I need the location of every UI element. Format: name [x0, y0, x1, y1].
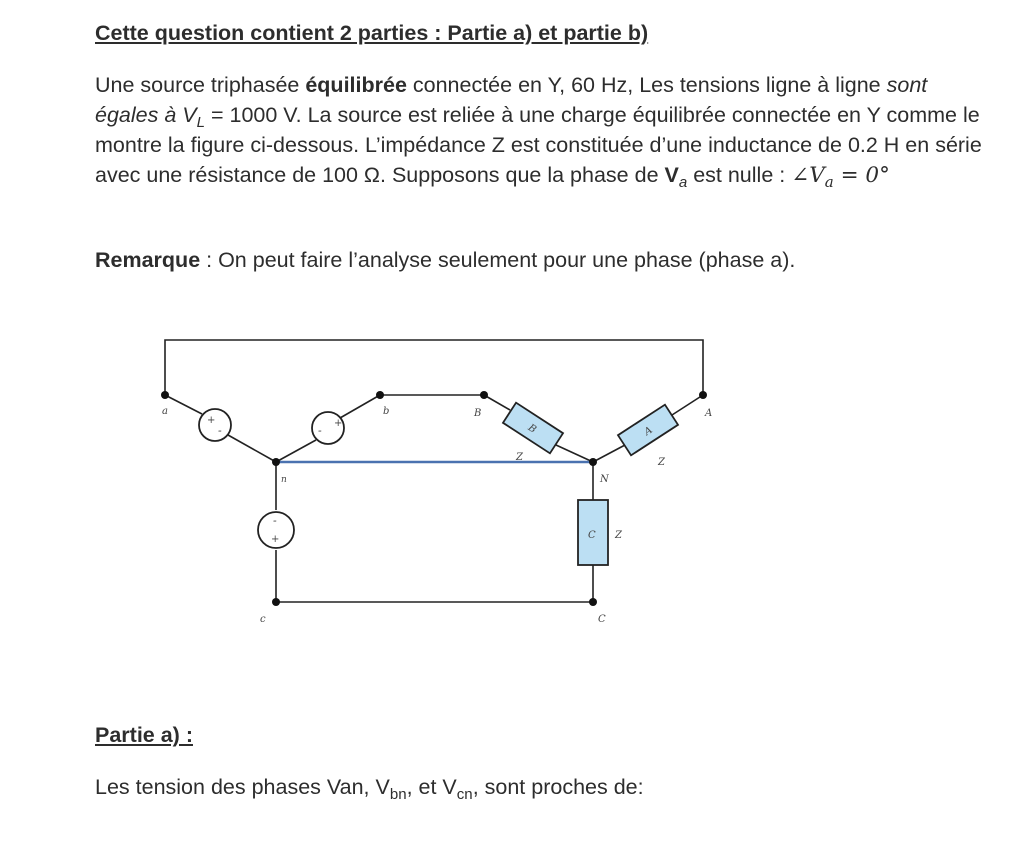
source-c	[258, 512, 294, 548]
svg-text:-: -	[273, 514, 277, 527]
svg-text:+: +	[207, 415, 216, 426]
part-a-heading: Partie a) :	[95, 723, 193, 747]
circuit-diagram	[150, 330, 730, 630]
subscript: a	[824, 173, 834, 191]
source-b	[312, 412, 344, 444]
bold-segment: V	[664, 163, 679, 187]
remark	[95, 245, 795, 275]
svg-text:+: +	[334, 418, 343, 429]
terminals	[161, 391, 707, 606]
remark-text: : On peut faire l’analyse seulement pour une phase (phase a).	[200, 248, 796, 272]
subscript: L	[196, 114, 205, 131]
node-label-B: B	[474, 408, 482, 419]
text-segment: , sont proches de:	[472, 775, 644, 799]
subscript: bn	[389, 786, 407, 803]
svg-text:+: +	[271, 534, 280, 545]
svg-text:-: -	[318, 424, 322, 437]
svg-text:B: B	[525, 422, 538, 436]
angle-math: ∠V	[791, 163, 825, 188]
problem-statement	[95, 70, 995, 191]
node-label-N: N	[600, 474, 609, 485]
bold-segment: équilibrée	[305, 73, 407, 97]
svg-text:A: A	[642, 424, 655, 439]
subscript: cn	[456, 786, 473, 803]
svg-text:C: C	[588, 530, 596, 541]
text-segment: connectée en Y, 60 Hz, Les tensions ligne à ligne	[406, 73, 887, 97]
impedance-A	[618, 405, 678, 456]
impedance-label-z: Z	[658, 457, 665, 468]
italic-segment: sont égales à V	[95, 73, 928, 127]
text-segment: Les tension des phases Van, V	[95, 775, 390, 799]
impedance-C	[578, 500, 608, 565]
impedance-B	[503, 403, 563, 454]
node-label-A: A	[705, 408, 713, 419]
text-segment: Une source triphasée	[95, 73, 306, 97]
node-label-b: b	[383, 406, 390, 417]
text-segment: = 1000 V. La source est reliée à une charge équilibrée connectée en Y comme le montre la figure ci-dessous. L’impédance Z est constituée d’une inductance de 0.2 H en série avec une résistance de 100 Ω. Supposons que la phase de	[95, 103, 982, 187]
text-segment: est nulle :	[687, 163, 792, 187]
question-title: Cette question contient 2 parties : Partie a) et partie b)	[95, 21, 649, 45]
impedance-label-z: Z	[516, 452, 523, 463]
angle-value: = 0°	[833, 163, 890, 188]
svg-text:-: -	[218, 424, 222, 437]
remark-label: Remarque	[95, 248, 201, 272]
node-label-a: a	[162, 406, 168, 417]
part-a-question	[95, 772, 644, 802]
impedance-label-z: Z	[615, 530, 622, 541]
subscript: a	[678, 174, 688, 191]
node-label-c: c	[260, 614, 266, 625]
node-label-n: n	[281, 475, 287, 485]
source-a	[199, 409, 231, 441]
text-segment: , et V	[406, 775, 457, 799]
node-label-C: C	[598, 614, 606, 625]
